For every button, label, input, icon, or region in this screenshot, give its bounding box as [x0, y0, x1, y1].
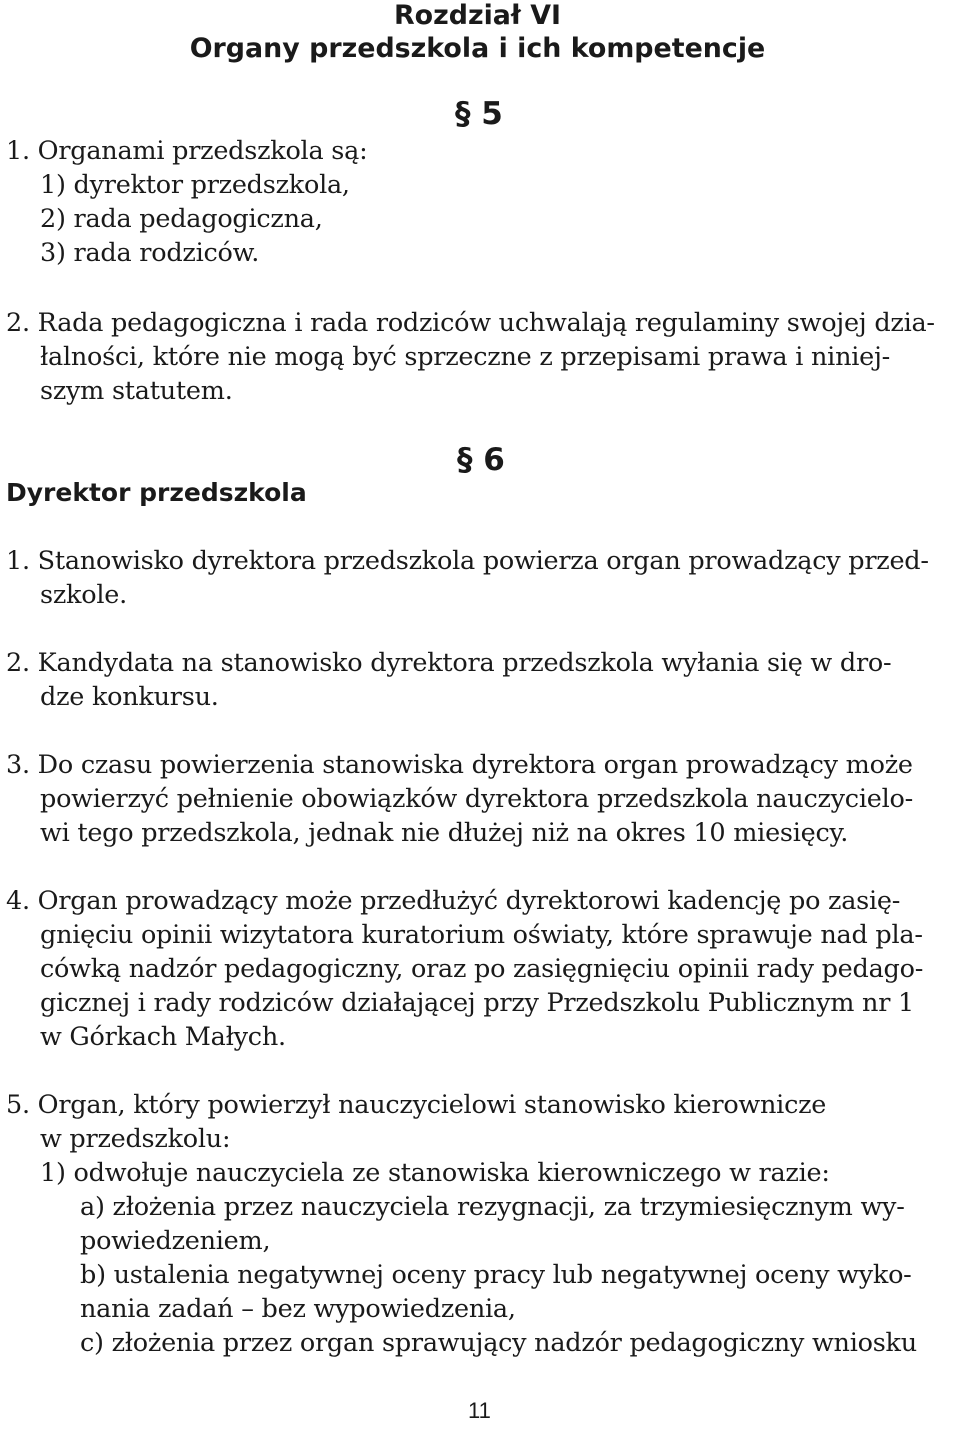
page-number: 11	[468, 1398, 491, 1423]
section-6-sign: § 6	[457, 442, 505, 478]
list-item: 1) dyrektor przedszkola,	[40, 170, 350, 200]
text-line: 2. Kandydata na stanowisko dyrektora przedszkola wyłania się w dro-	[6, 648, 892, 678]
text-line: szym statutem.	[40, 376, 233, 406]
text-line: nania zadań – bez wypowiedzenia,	[80, 1294, 516, 1324]
text-line: 3. Do czasu powierzenia stanowiska dyrektora organ prowadzący może	[6, 750, 913, 780]
list-subitem: c) złożenia przez organ sprawujący nadzór pedagogiczny wniosku	[80, 1328, 917, 1358]
section-5-sign: § 5	[455, 96, 503, 132]
text-line: 1. Stanowisko dyrektora przedszkola powierza organ prowadzący przed-	[6, 546, 929, 576]
list-subitem: b) ustalenia negatywnej oceny pracy lub negatywnej oceny wyko-	[80, 1260, 912, 1290]
list-item: 3) rada rodziców.	[40, 238, 260, 268]
list-item: 2) rada pedagogiczna,	[40, 204, 323, 234]
text-line: powierzyć pełnienie obowiązków dyrektora przedszkola nauczycielo-	[40, 784, 913, 814]
section-heading: Dyrektor przedszkola	[6, 478, 307, 507]
text-line: gicznej i rady rodziców działającej przy Przedszkolu Publicznym nr 1	[40, 988, 914, 1018]
text-line: wi tego przedszkola, jednak nie dłużej niż na okres 10 miesięcy.	[40, 818, 849, 848]
text-line: 2. Rada pedagogiczna i rada rodziców uchwalają regulaminy swojej dzia-	[6, 308, 935, 338]
text-line: dze konkursu.	[40, 682, 219, 712]
text-line: gnięciu opinii wizytatora kuratorium oświaty, które sprawuje nad pla-	[40, 920, 923, 950]
text-line: 1. Organami przedszkola są:	[6, 136, 368, 166]
text-line: 5. Organ, który powierzył nauczycielowi stanowisko kierownicze	[6, 1090, 827, 1120]
text-line: cówką nadzór pedagogiczny, oraz po zasięgnięciu opinii rady pedago-	[40, 954, 924, 984]
text-line: w przedszkolu:	[40, 1124, 231, 1154]
text-line: łalności, które nie mogą być sprzeczne z przepisami prawa i niniej-	[40, 342, 891, 372]
text-line: szkole.	[40, 580, 127, 610]
text-line: w Górkach Małych.	[40, 1022, 286, 1052]
text-line: 4. Organ prowadzący może przedłużyć dyrektorowi kadencję po zasię-	[6, 886, 901, 916]
list-item: 1) odwołuje nauczyciela ze stanowiska kierowniczego w razie:	[40, 1158, 830, 1188]
chapter-title: Organy przedszkola i ich kompetencje	[189, 33, 766, 64]
text-line: powiedzeniem,	[80, 1226, 271, 1256]
list-subitem: a) złożenia przez nauczyciela rezygnacji, za trzymiesięcznym wy-	[80, 1192, 905, 1222]
chapter-number: Rozdział VI	[393, 0, 562, 31]
